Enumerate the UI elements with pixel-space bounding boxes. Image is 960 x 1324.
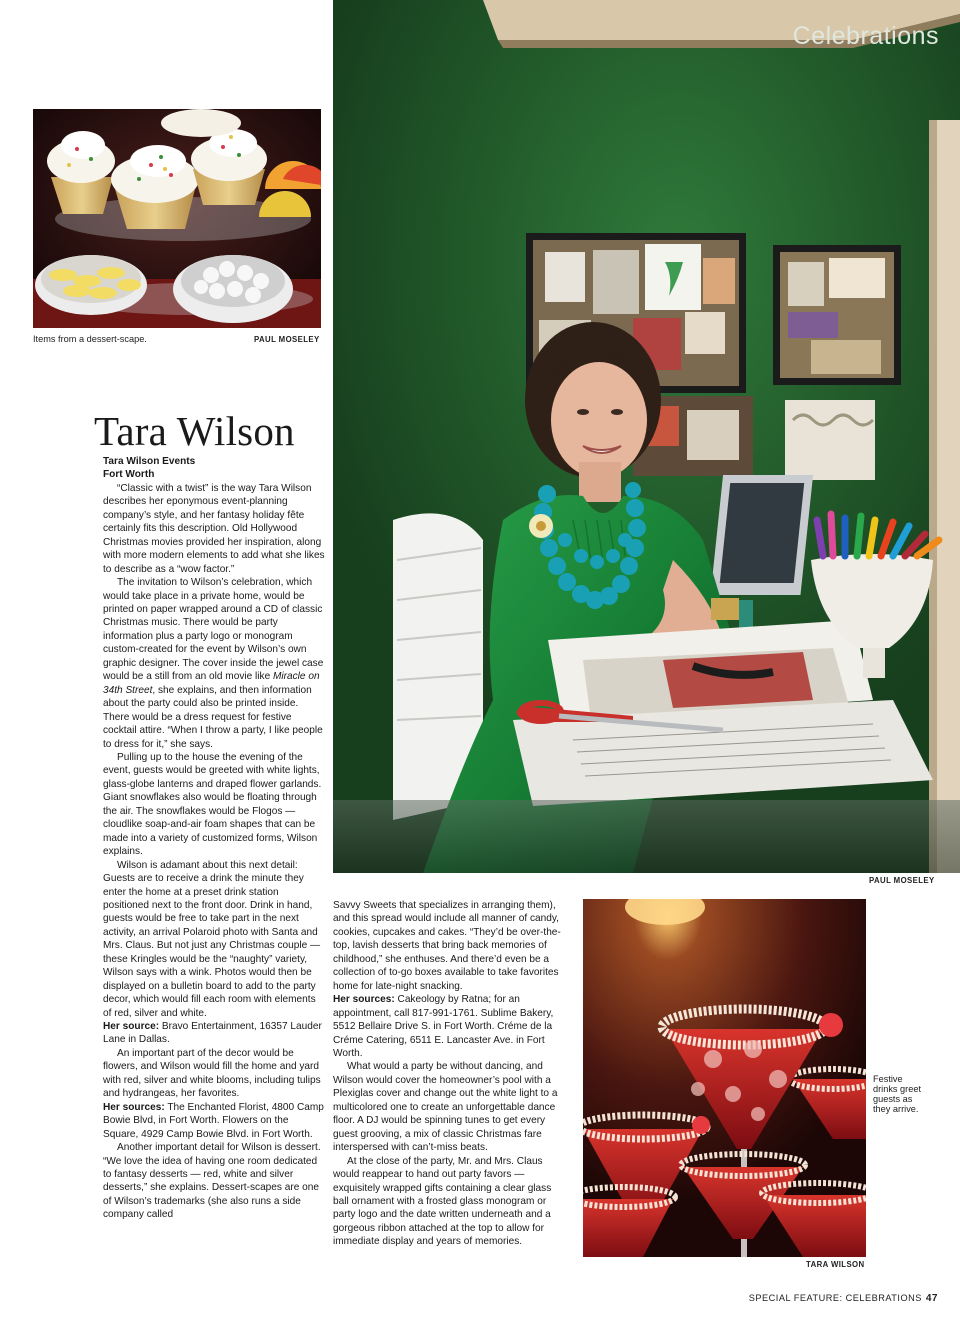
paragraph: The invitation to Wilson’s celebration, which would take place in a private home, would be printed on paper wrapped around a CD of classic Christmas music. There would be party information plus a party logo or monogram custom-created for the event by Wilson’s own graphic designer. The cover inside the jewel case would be a still from an old movie like Miracle on 34th Street, she explains, and then information about the party could also be printed inside. There would be a dress request for festive cocktail attire. “When I throw a party, I like people to dress for it,” she says. [103, 577, 324, 750]
source-entry: Her sources: The Enchanted Florist, 4800 Camp Bowie Blvd, in Fort Worth. Flowers on the Square, 4929 Camp Bowie Blvd. in Fort Worth. [103, 1101, 324, 1140]
company-city: Fort Worth [103, 469, 155, 481]
page-number: 47 [925, 1293, 938, 1304]
paragraph: Savvy Sweets that specializes in arranging them), and this spread would include all manner of candy, cookies, cupcakes and cakes. “They’d be over-the-top, lavish desserts that bring back memories of childhood,” she enthuses. And there’d even be a collection of to-go boxes available to take favorites home for late-night snacking. [333, 900, 561, 992]
martini-photo-caption: Festive drinks greet guests as they arrive. [873, 1074, 922, 1114]
tara-wilson-portrait-photo [333, 0, 960, 873]
footer-section-label: SPECIAL FEATURE: CELEBRATIONS [748, 1293, 922, 1303]
paragraph: “Classic with a twist” is the way Tara Wilson describes her eponymous event-planning company’s style, and her fantasy holiday fête certainly fits this description. Old Hollywood Christmas movies provided her inspiration, along with more modern elements to add what she likes to describe as a “wow factor.” [103, 482, 325, 575]
company-name: Tara Wilson Events [103, 456, 196, 467]
paragraph: What would a party be without dancing, and Wilson would cover the homeowner’s pool with a Plexiglas cover and change out the white light to a multicolored one to create an unforgettable dance floor. A DJ would be spinning tunes to get every guest grooving, a mix of classic Christmas fare interspersed with can’t-miss beats. [333, 1061, 558, 1154]
article-column-2 [333, 899, 569, 1249]
source-entry: Her sources: Cakeology by Ratna; for an appointment, call 817-991-1761. Sublime Bakery, 5512 Bellaire Drive S. in Fort Worth. Créme de la Créme Catering, 6511 E. Lancaster Ave. in Fort Worth. [333, 994, 554, 1059]
movie-title: Miracle on 34th Street [103, 671, 320, 696]
paragraph: An important part of the decor would be flowers, and Wilson would fill the home and yard with red, silver and white blooms, including tulips and hydrangeas, her favorites. [103, 1047, 321, 1100]
source-entry: Her source: Bravo Entertainment, 16357 Lauder Lane in Dallas. [103, 1021, 322, 1046]
article-column-1 [103, 455, 325, 1222]
martini-photo-credit: TARA WILSON [806, 1260, 865, 1269]
section-tag: Celebrations [792, 22, 939, 50]
martini-drinks-photo [583, 899, 866, 1257]
page-footer [749, 1293, 938, 1304]
article-title: Tara Wilson [94, 408, 295, 454]
paragraph: Pulling up to the house the evening of the event, guests would be greeted with white lights, glass-globe lanterns and draped flower garlands. Giant snowflakes also would be floating through the air. The snowflakes would be Flogos — cloudlike soap-and-air foam shapes that can be made into a variety of customized forms, Wilson explains. [103, 751, 322, 858]
cupcake-photo-credit: PAUL MOSELEY [254, 335, 320, 344]
cupcake-dessert-photo [33, 109, 321, 328]
paragraph: Another important detail for Wilson is dessert. “We love the idea of having one room dedicated to fantasy desserts — red, white and silver desserts,” she explains. Dessert-scapes are one of Wilson’s trademarks (she also runs a side company called [103, 1142, 321, 1221]
paragraph: At the close of the party, Mr. and Mrs. Claus would reappear to hand out party favors — exquisitely wrapped gifts containing a clear glass ball ornament with a frosted glass monogram or party logo and the date written underneath and a gorgeous ribbon attached at the top to allow for immediate display and years of memories. [333, 1155, 552, 1248]
hero-photo-credit: PAUL MOSELEY [869, 876, 935, 885]
cupcake-photo-caption: Items from a dessert-scape. [33, 334, 147, 344]
paragraph: Wilson is adamant about this next detail: Guests are to receive a drink the minute they enter the home at a preset drink station positioned next to the front door. Drink in hand, guests would be free to take part in the next activity, an arrival Polaroid photo with Santa and Mrs. Claus. But not just any Christmas couple — these Kringles would be the “naughty” variety, Wilson says with a wink. Photos would then be displayed on a bulletin board to add to the party decor, which would fill each room with elements of red, silver and white. [103, 859, 321, 1019]
